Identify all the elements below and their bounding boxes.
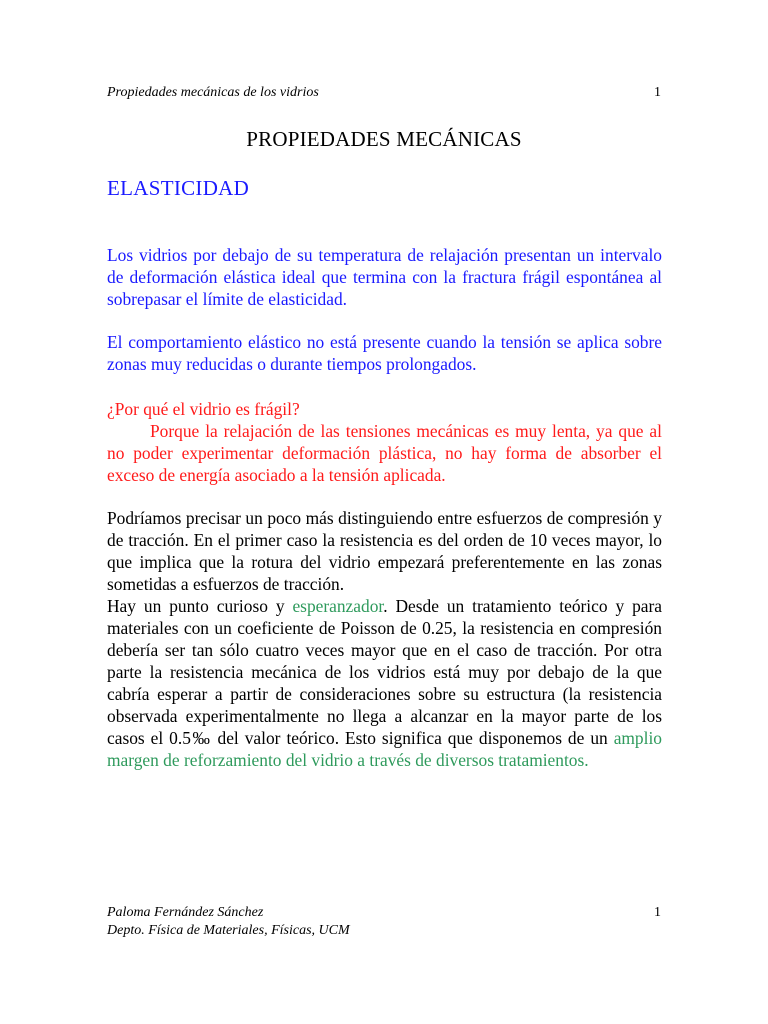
paragraph-elastic-deformation: Los vidrios por debajo de su temperatura de relajación presentan un intervalo de deformación elástica ideal que termina con la fractura frágil espontánea al sobrepasar el límite de elasticidad. [107,245,662,309]
answer-fragility: Porque la relajación de las tensiones mecánicas es muy lenta, ya que al no poder experimentar deformación plástica, no hay forma de absorber el exceso de energía asociado a la tensión aplicada. [107,421,662,485]
header-page-number: 1 [654,85,661,100]
footer-page-number: 1 [654,905,661,920]
paragraph-elastic-behaviour: El comportamiento elástico no está presente cuando la tensión se aplica sobre zonas muy reducidas o durante tiempos prolongados. [107,332,662,374]
paragraph-curious-body: . Desde un tratamiento teórico y para materiales con un coeficiente de Poisson de 0.25, la resistencia en compresión debería ser tan sólo cuatro veces mayor que en el caso de tracción. Por otra parte la resistencia mecánica de los vidrios está muy por debajo de la que cabría esperar a partir de consideraciones sobre su estructura (la resistencia observada experimentalmente no llega a alcanzar en la mayor parte de los casos el 0.5‰ del valor teórico. Esto significa que disponemos de un [107,596,662,748]
paragraph-curious-start: Hay un punto curioso y [107,596,293,616]
highlight-reinforcement: amplio margen de reforzamiento del vidrio a través de diversos tratamientos. [107,728,662,770]
footer-department: Depto. Física de Materiales, Físicas, UCM [107,923,350,938]
question-fragility: ¿Por qué el vidrio es frágil? [107,399,300,419]
highlight-esperanzador: esperanzador [292,596,384,616]
page-title: PROPIEDADES MECÁNICAS [246,127,522,151]
section-heading: ELASTICIDAD [107,176,250,200]
running-header-title: Propiedades mecánicas de los vidrios [107,85,319,100]
paragraph-compression-text: Podríamos precisar un poco más distinguiendo entre esfuerzos de compresión y de tracción. En el primer caso la resistencia es del orden de 10 veces mayor, lo que implica que la rotura del vidrio empezará preferentemente en las zonas sometidas a esfuerzos de tracción. [107,508,662,594]
footer-author: Paloma Fernández Sánchez [107,905,264,920]
paragraph-compression-traction [107,507,662,771]
